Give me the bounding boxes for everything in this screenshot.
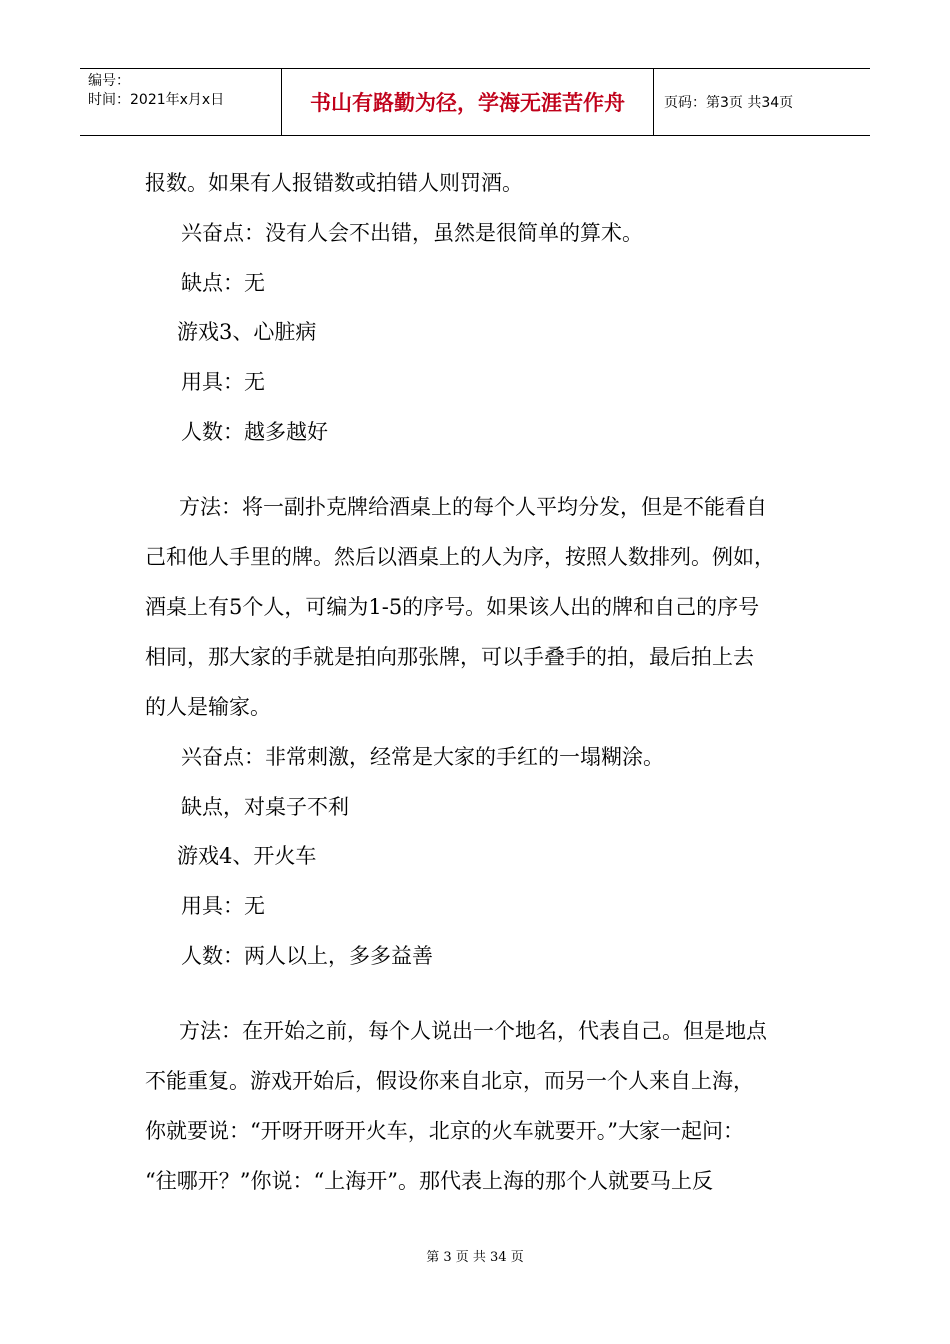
- paragraph-line: 用具：无: [181, 370, 265, 394]
- paragraph-line: 不能重复。游戏开始后，假设你来自北京，而另一个人来自上海，: [145, 1069, 754, 1093]
- footer-page-number: 第 3 页 共 34 页: [426, 1250, 524, 1265]
- document-header: [80, 68, 870, 136]
- page-footer: [0, 1246, 950, 1265]
- paragraph-line: 方法：在开始之前，每个人说出一个地名，代表自己。但是地点: [179, 1019, 767, 1043]
- page-info-text: 页码：第3页 共34页: [664, 95, 794, 111]
- paragraph-line: 用具：无: [181, 894, 265, 918]
- paragraph-line: 报数。如果有人报错数或拍错人则罚酒。: [145, 171, 523, 195]
- header-meta: [80, 69, 282, 135]
- paragraph-line: 己和他人手里的牌。然后以酒桌上的人为序，按照人数排列。例如，: [145, 545, 775, 569]
- section-heading: 游戏3、心脏病: [177, 320, 317, 344]
- paragraph-line: 酒桌上有5个人，可编为1-5的序号。如果该人出的牌和自己的序号: [145, 595, 760, 619]
- paragraph-line: 人数：两人以上，多多益善: [181, 944, 433, 968]
- section-heading: 游戏4、开火车: [177, 844, 317, 868]
- paragraph-line: 兴奋点：非常刺激，经常是大家的手红的一塌糊涂。: [181, 745, 664, 769]
- paragraph-line: 你就要说：“开呀开呀开火车，北京的火车就要开。”大家一起问：: [145, 1119, 744, 1143]
- paragraph-line: 的人是输家。: [145, 695, 271, 719]
- header-motto: [282, 69, 654, 135]
- paragraph-line: 兴奋点：没有人会不出错，虽然是很简单的算术。: [181, 221, 643, 245]
- paragraph-line: “往哪开？”你说：“上海开”。那代表上海的那个人就要马上反: [145, 1169, 713, 1193]
- motto-text: 书山有路勤为径，学海无涯苦作舟: [310, 91, 625, 115]
- paragraph-line: 方法：将一副扑克牌给酒桌上的每个人平均分发，但是不能看自: [179, 495, 767, 519]
- paragraph-line: 缺点：无: [181, 271, 265, 295]
- number-label: 编号：: [88, 73, 130, 89]
- paragraph-line: 相同，那大家的手就是拍向那张牌，可以手叠手的拍，最后拍上去: [145, 645, 754, 669]
- date-label: 时间：2021年x月x日: [88, 92, 225, 108]
- paragraph-line: 缺点，对桌子不利: [181, 795, 349, 819]
- paragraph-line: 人数：越多越好: [181, 420, 328, 444]
- header-page-info: [654, 69, 870, 135]
